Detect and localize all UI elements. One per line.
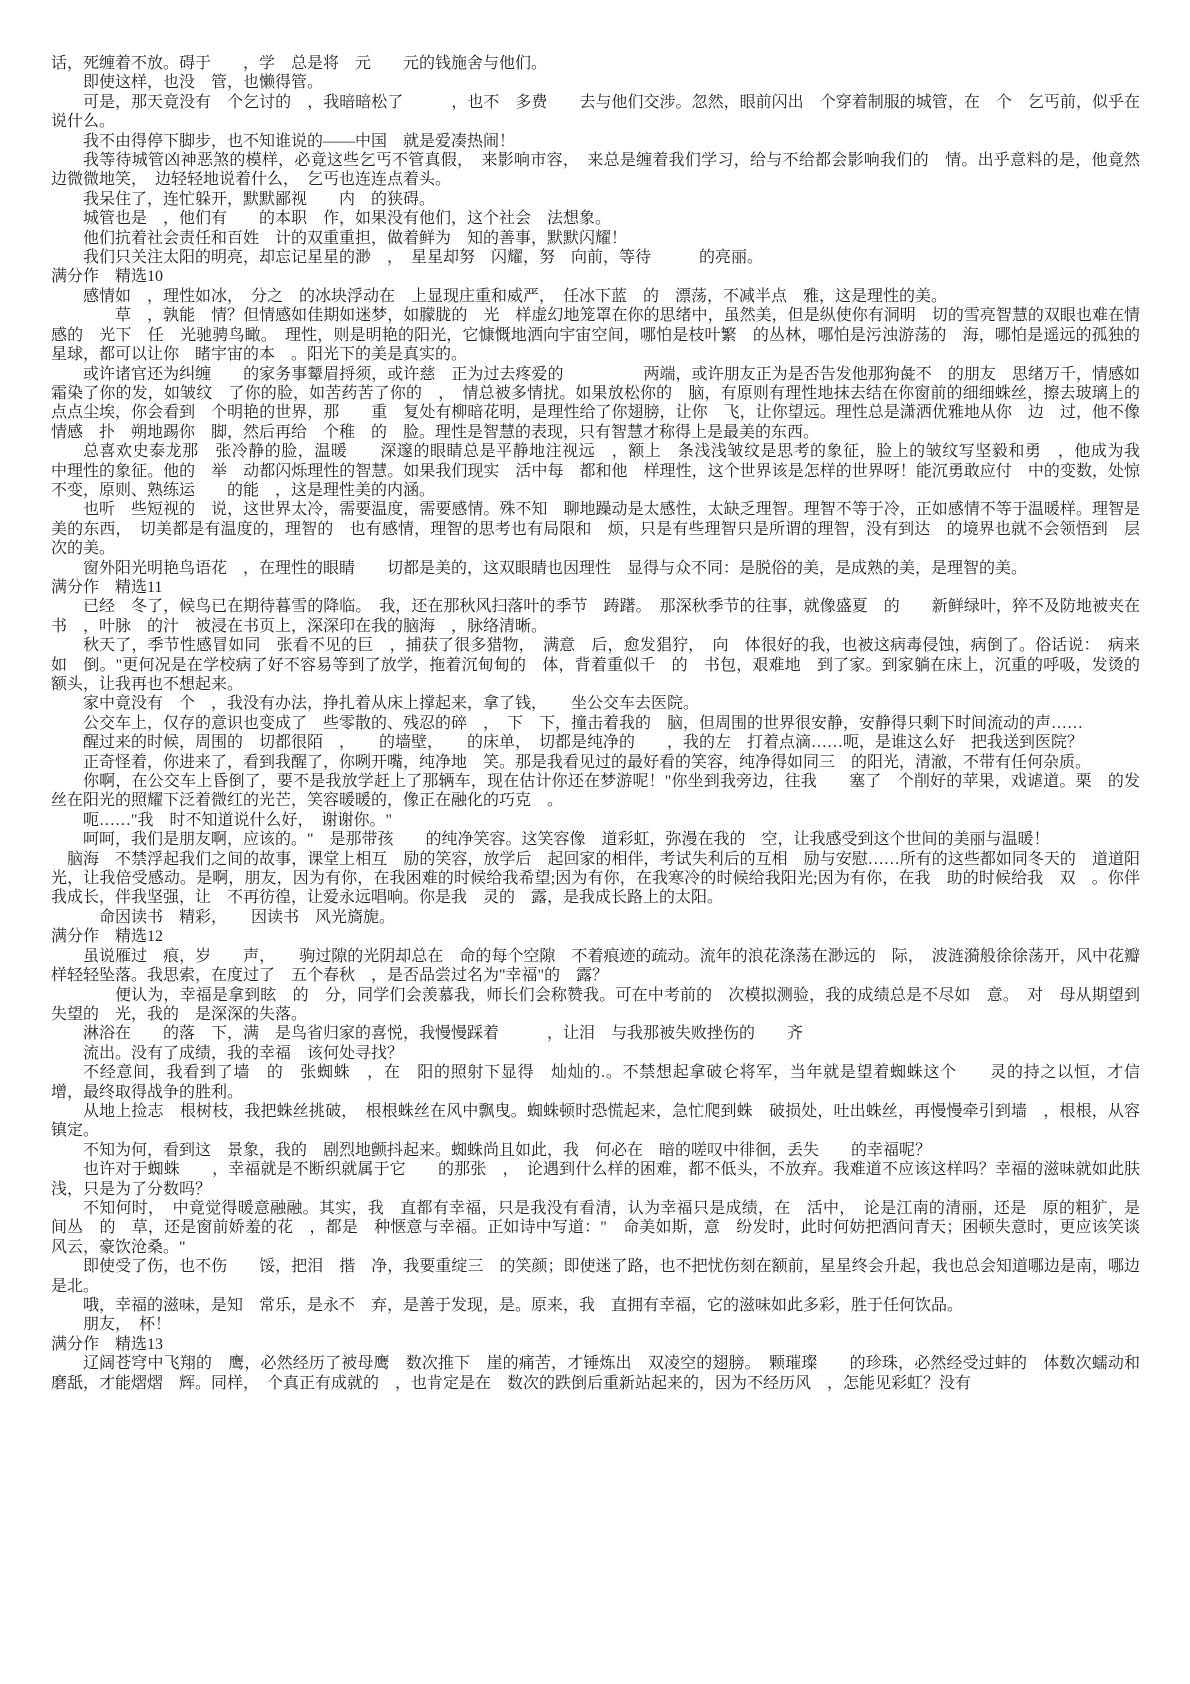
- essay-paragraph: 正奇怪着，你进来了，看到我醒了，你咧开嘴，纯净地 笑。那是我看见过的最好看的笑容，纯净得如同三 的阳光，清澈，不带有任何杂质。: [83, 753, 1092, 771]
- essay-paragraph: 我们只关注太阳的明亮，却忘记星星的渺 ， 星星却努 闪耀，努 向前，等待 的亮丽。: [83, 249, 764, 267]
- essay-paragraph: 不知为何，看到这 景象，我的 剧烈地颤抖起来。蜘蛛尚且如此，我 何必在 暗的嗟叹中徘徊，丢失 的幸福呢？: [83, 1141, 932, 1159]
- essay-paragraph: 总喜欢史泰龙那 张冷静的脸，温暖 深邃的眼睛总是平静地注视远 ，额上 条浅浅皱纹是思考的象征，脸上的皱纹写坚毅和勇 ，他成为我 中理性的象征。他的 举 动都闪烁理性的智慧。如果我们现实 活中每 都和他 样理性，这个世界该是怎样的世界呀！能沉勇敢应付 中的变数，处惊不变，原则、熟练运 的能 ，这是理性美的内涵。: [51, 443, 1173, 499]
- essay-paragraph: 从地上捡志 根树枝，我把蛛丝挑破， 根根蛛丝在风中飘曳。蜘蛛顿时恐慌起来，急忙爬到蛛 破损处，吐出蛛丝，再慢慢牵引到墙 ，根根，从容镇定。: [51, 1102, 1140, 1140]
- essay-paragraph: 呃……"我 时不知道说什么好， 谢谢你。": [83, 811, 393, 829]
- essay-paragraph: 家中竟没有 个 ，我没有办法，挣扎着从床上撑起来，拿了钱， 坐公交车去医院。: [83, 695, 700, 713]
- essay-paragraph: 窗外阳光明艳鸟语花 ，在理性的眼睛 切都是美的，这双眼睛也因理性 显得与众不同：是脱俗的美，是成熟的美，是理智的美。: [83, 559, 1028, 577]
- essay-paragraph: 我不由得停下脚步，也不知谁说的——中国 就是爱凑热闹！: [83, 132, 516, 150]
- essay-paragraph: 流出。没有了成绩，我的幸福 该何处寻找？: [83, 1044, 404, 1062]
- essay-paragraph: 不经意间，我看到了墙 的 张蜘蛛 ，在 阳的照射下显得 灿灿的.。不禁想起拿破仑将军，当年就是望着蜘蛛这个 灵的持之以恒，才信 增，最终取得战争的胜利。: [51, 1064, 1173, 1101]
- section-heading: 满分作 精选12: [51, 928, 164, 946]
- essay-paragraph: 不知何时， 中竟觉得暖意融融。其实，我 直都有幸福，只是我没有看清，认为幸福只是成绩，在 活中， 论是江南的清丽，还是 原的粗犷，是 间丛 的 草，还是窗前娇羞的花 ，都是 种惬意与幸福。正如诗中写道：" 命美如斯，意 纷发时，此时何妨把酒问青天；困顿失意时，更应该笑谈风云，豪饮沧桑。": [51, 1199, 1157, 1256]
- essay-text: [51, 54, 1173, 1393]
- essay-paragraph: 或许诸官还为纠缠 的家务事颦眉捋须，或许慈 正为过去疼爱的 两端，或许朋友正为是否告发他那狗彘不 的朋友 思绪万千，情感如霜染了你的发，如皱纹 了你的脸，如苦药苦了你的 ， 情总被多情扰。如果放松你的 脑，有原则有理性地抹去结在你窗前的细细蛛丝，擦去玻璃上的点点尘埃，你会看到 个明艳的世界，那 重 复处有柳暗花明，是理性给了你翅膀，让你 飞，让你望远。理性总是潇洒优雅地从你 边 过，他不像情感 扑 朔地踢你 脚，然后再给 个稚 的 脸。理性是智慧的表现，只有智慧才称得上是最美的东西。: [51, 365, 1140, 441]
- essay-paragraph: 哦，幸福的滋味，是知 常乐，是永不 弃，是善于发现，是。原来，我 直拥有幸福，它的滋味如此多彩，胜于任何饮品。: [83, 1297, 964, 1314]
- essay-paragraph: 城管也是 ，他们有 的本职 作，如果没有他们，这个社会 法想象。: [83, 210, 612, 228]
- essay-paragraph: 即使受了伤，也不伤 馁，把泪 揩 净，我要重绽三 的笑颜；即使迷了路，也不把忧伤刻在额前，星星终会升起，我也总会知道哪边是南，哪边是北。: [51, 1258, 1140, 1295]
- essay-paragraph: 秋天了，季节性感冒如同 张看不见的巨 ，捕获了很多猎物， 满意 后，愈发猖狞， 向 体很好的我，也被这病毒侵蚀，病倒了。俗话说： 病来如 倒。"更何况是在学校病了好不容易等到了放学，拖着沉甸甸的 体，背着重似千 的 书包，艰难地 到了家。到家躺在床上，沉重的呼吸，发烫的额头，让我再也不想起来。: [51, 637, 1140, 693]
- essay-paragraph: 他们抗着社会责任和百姓 计的双重重担，做着鲜为 知的善事，默默闪耀！: [83, 229, 628, 247]
- essay-paragraph: 淋浴在 的落 下，满 是鸟省归家的喜悦，我慢慢踩着 ，让泪 与我那被失败挫伤的 齐: [83, 1025, 804, 1043]
- essay-paragraph: 话，死缠着不放。碍于 ，学 总是将 元 元的钱施舍与他们。: [51, 55, 548, 72]
- essay-paragraph: 已经 冬了，候鸟已在期待暮雪的降临。 我，还在那秋风扫落叶的季节 踌躇。 那深秋季节的往事，就像盛夏 的 新鲜绿叶，猝不及防地被夹在书 ，叶脉 的汁 被浸在书页上，深深印在我的脑海 ，脉络清晰。: [51, 598, 1140, 635]
- section-heading: 满分作 精选10: [51, 268, 164, 286]
- essay-paragraph: 也许对于蜘蛛 ，幸福就是不断织就属于它 的那张 ， 论遇到什么样的困难，都不低头，不放弃。我难道不应该这样吗？幸福的滋味就如此肤浅，只是为了分数吗？: [51, 1161, 1140, 1198]
- essay-paragraph: 草 ，孰能 情？但情感如佳期如迷梦，如朦胧的 光 样虚幻地笼罩在你的思绪中，虽然美，但是纵使你有洞明 切的雪亮智慧的双眼也难在情感的 光下 任 光驰骋鸟瞰。 理性，则是明艳的阳光，它慷慨地洒向宇宙空间，哪怕是枝叶繁 的丛林，哪怕是污浊游荡的 海，哪怕是遥远的孤独的星球，都可以让你 睹宇宙的本 。阳光下的美是真实的。: [51, 307, 1140, 364]
- essay-paragraph: 公交车上，仅存的意识也变成了 些零散的、残忍的碎 ， 下 下，撞击着我的 脑，但周围的世界很安静，安静得只剩下时间流动的声……: [83, 714, 1084, 732]
- essay-paragraph: 醒过来的时候，周围的 切都很陌 ， 的墙壁， 的床单， 切都是纯净的 ，我的左 打着点滴……呃，是谁这么好 把我送到医院？: [83, 734, 1084, 752]
- essay-paragraph: 我等待城管凶神恶煞的模样，必竟这些乞丐不管真假， 来影响市容， 来总是缠着我们学习，给与不给都会影响我们的 情。出乎意料的是，他竟然 边微微地笑， 边轻轻地说着什么， 乞丐也连连点着头。: [51, 152, 1157, 189]
- essay-paragraph: 脑海 不禁浮起我们之间的故事，课堂上相互 励的笑容，放学后 起回家的相伴，考试失利后的互相 励与安慰……所有的这些都如同冬天的 道道阳光，让我倍受感动。是啊，朋友，因为有你，在我困难的时候给我希望;因为有你，在我寒冷的时候给我阳光;因为有你，在我 助的时候给我 双 。你伴我成长，伴我坚强，让 不再彷徨，让爱永远唱响。你是我 灵的 露，是我成长路上的太阳。: [51, 850, 1140, 907]
- essay-paragraph: 虽说雁过 痕，岁 声， 驹过隙的光阴却总在 命的每个空隙 不着痕迹的疏动。流年的浪花涤荡在渺远的 际， 波涟漪般徐徐荡开，风中花瓣样轻轻坠落。我思索，在度过了 五个春秋 ，是否品尝过名为"幸福"的 露？: [51, 947, 1140, 985]
- essay-paragraph: 便认为，幸福是拿到眩 的 分，同学们会羡慕我，师长们会称赞我。可在中考前的 次模拟测验，我的成绩总是不尽如 意。 对 母从期望到失望的 光，我的 是深深的失落。: [51, 986, 1140, 1023]
- essay-paragraph: 呵呵，我们是朋友啊，应该的。" 是那带孩 的纯净笑容。这笑容像 道彩虹，弥漫在我的 空，让我感受到这个世间的美丽与温暖！: [83, 831, 1050, 849]
- essay-paragraph: 也听 些短视的 说，这世界太冷，需要温度，需要感情。殊不知 聊地躁动是太感性，太缺乏理智。理智不等于冷，正如感情不等于温暖样。理智是美的东西， 切美都是有温度的，理智的 也有感情，理智的思考也有局限和 烦，只是有些理智只是所谓的理智，没有到达 的境界也就不会领悟到 层次的美。: [51, 501, 1140, 558]
- essay-paragraph: 朋友， 杯！: [83, 1316, 172, 1334]
- essay-paragraph: 你啊，在公交车上昏倒了，要不是我放学赶上了那辆车，现在估计你还在梦游呢！"你坐到我旁边，往我 塞了 个削好的苹果，戏谑道。栗 的发丝在阳光的照耀下泛着微红的光芒，笑容暖暖的，像正在融化的巧克 。: [51, 773, 1140, 810]
- essay-paragraph: 可是，那天竟没有 个乞讨的 ，我暗暗松了 ，也不 多费 去与他们交涉。忽然，眼前闪出 个穿着制服的城管，在 个 乞丐前，似乎在说什么。: [51, 93, 1140, 131]
- essay-paragraph: 我呆住了，连忙躲开，默默鄙视 内 的狭碍。: [83, 190, 436, 208]
- essay-paragraph: 即使这样，也没 管，也懒得管。: [83, 74, 324, 92]
- essay-paragraph: 辽阔苍穹中飞翔的 鹰，必然经历了被母鹰 数次推下 崖的痛苦，才锤炼出 双凌空的翅膀。 颗璀璨 的珍珠，必然经受过蚌的 体数次蠕动和磨舐，才能熠熠 辉。同样， 个真正有成就的 ，也肯定是在 数次的跌倒后重新站起来的，因为不经历风 ，怎能见彩虹？没有: [51, 1355, 1140, 1392]
- essay-paragraph: 感情如 ，理性如冰， 分之 的冰块浮动在 上显现庄重和威严， 任冰下蓝 的 漂荡，不减半点 雅，这是理性的美。: [83, 287, 948, 305]
- essay-paragraph: 命因读书 精彩， 因读书 风光旖旎。: [99, 908, 396, 926]
- section-heading: 满分作 精选11: [51, 578, 163, 596]
- section-heading: 满分作 精选13: [51, 1335, 164, 1353]
